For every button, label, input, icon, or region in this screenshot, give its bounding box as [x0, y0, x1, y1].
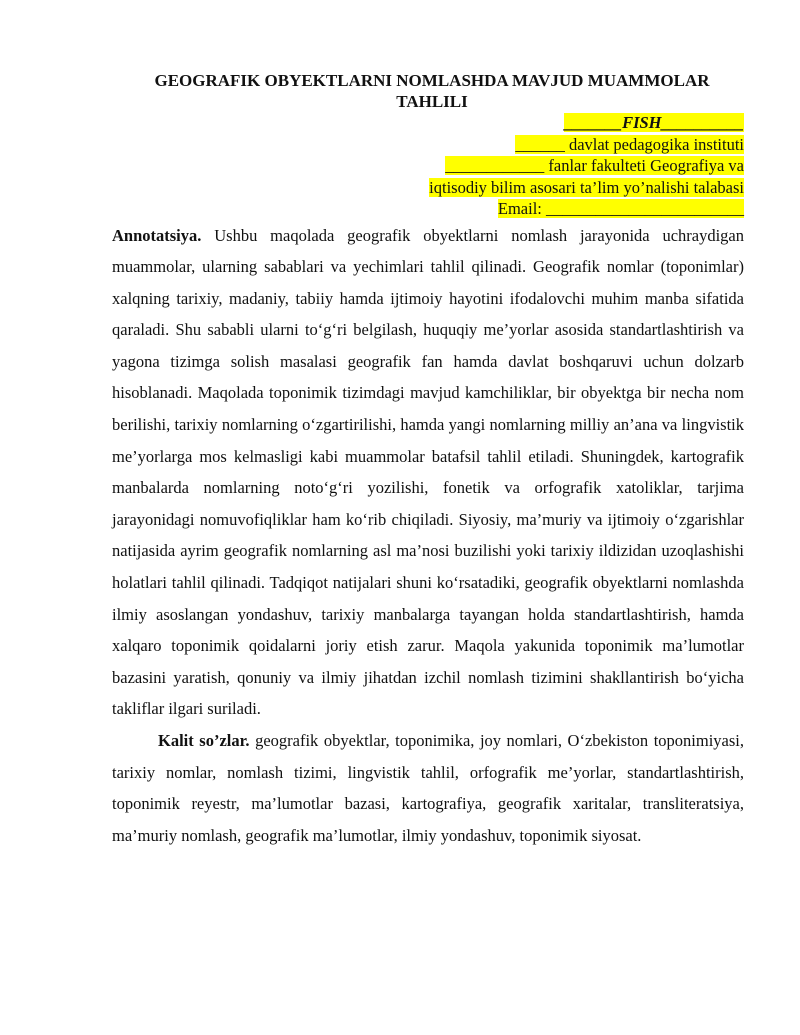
- program-text: iqtisodiy bilim asosari ta’lim yo’nalishi talabasi: [429, 177, 744, 197]
- keywords-label: Kalit so’zlar.: [158, 731, 250, 750]
- abstract-text: Ushbu maqolada geografik obyektlarni nomlash jarayonida uchraydigan muammolar, ularning sabablari va yechimlari tahlil qilinadi. Geografik nomlar (toponimlar) xalqning tarixiy, madaniy, tabiiy hamda ijtimoiy hayotini ifodalovchi muhim manba sifatida qaraladi. Shu sababli ularni to‘g‘ri belgilash, huquqiy me’yorlar asosida standartlashtirish va yagona tizimga solish masalasi geografik fan hamda davlat boshqaruvi uchun dolzarb hisoblanadi. Maqolada toponimik tizimdagi mavjud kamchiliklar, bir obyektga bir necha nom berilishi, tarixiy nomlarning o‘zgartirilishi, hamda yangi nomlarning milliy an’ana va lingvistik me’yorlarga mos kelmasligi kabi muammolar batafsil tahlil etiladi. Shuningdek, kartografik manbalarda nomlarning noto‘g‘ri yozilishi, fonetik va orfografik xatoliklar, tarjima jarayonidagi nomuvofiqliklar ham ko‘rib chiqiladi. Siyosiy, ma’muriy va ijtimoiy o‘zgarishlar natijasida ayrim geografik nomlarning asl ma’nosi buzilishi yoki tarixiy ildizidan uzoqlashishi holatlari tahlil qilinadi. Tadqiqot natijalari shuni ko‘rsatadiki, geografik obyektlarni nomlashda ilmiy asoslangan yondashuv, tarixiy manbalarga tayangan holda standartlashtirish, hamda xalqaro toponimik qoidalarni joriy etish zarur. Maqola yakunida toponimik ma’lumotlar bazasini yaratish, qonuniy va ilmiy jihatdan izchil nomlash tizimini shakllantirish bo‘yicha takliflar ilgari suriladi.: [112, 225, 744, 719]
- article-title: GEOGRAFIK OBYEKTLARNI NOMLASHDA MAVJUD MUAMMOLAR TAHLILI: [154, 71, 710, 111]
- author-name-line: [112, 112, 744, 134]
- document-page: [112, 70, 744, 851]
- author-email-line: [112, 198, 744, 220]
- faculty-text: fanlar fakulteti Geografiya va: [544, 156, 744, 175]
- keywords-text: geografik obyektlar, toponimika, joy nomlari, O‘zbekiston toponimiyasi, tarixiy nomlar, nomlash tizimi, lingvistik tahlil, orfografik me’yorlar, standartlashtirish, toponimik reyestr, ma’lumotlar bazasi, kartografiya, geografik xaritalar, transliteratsiya, ma’muriy nomlash, geografik ma’lumotlar, ilmiy yondashuv, toponimik siyosat.: [112, 731, 744, 845]
- email-blank: ________________________: [546, 199, 744, 218]
- abstract-paragraph: [112, 220, 744, 726]
- author-name-prefix: _______: [564, 113, 623, 132]
- author-program-line: [112, 177, 744, 199]
- author-faculty-line: [112, 155, 744, 177]
- email-label: Email:: [497, 199, 546, 218]
- author-institute-line: [112, 134, 744, 156]
- author-name-suffix: __________: [661, 113, 744, 132]
- author-block: [112, 112, 744, 220]
- faculty-blank: ____________: [445, 156, 545, 175]
- institute-blank: ______: [515, 134, 565, 154]
- keywords-paragraph: [112, 725, 744, 851]
- author-name: FISH: [622, 113, 662, 132]
- institute-text: davlat pedagogika instituti: [564, 134, 744, 154]
- abstract-label: Annotatsiya.: [112, 225, 202, 245]
